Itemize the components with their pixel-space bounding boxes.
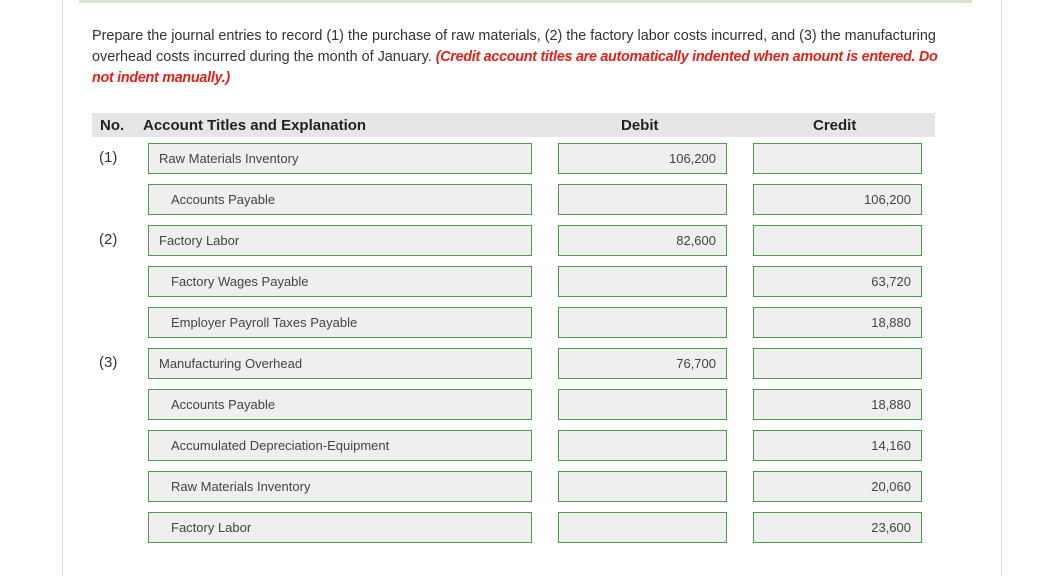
header-credit: Credit <box>813 117 857 134</box>
account-field[interactable]: Accounts Payable <box>148 184 532 215</box>
debit-field[interactable] <box>558 266 727 297</box>
entry-number: (3) <box>99 354 118 371</box>
debit-field[interactable]: 106,200 <box>558 143 727 174</box>
credit-field[interactable] <box>753 348 922 379</box>
header-debit: Debit <box>621 117 659 134</box>
account-field[interactable]: Factory Labor <box>148 225 532 256</box>
debit-field[interactable]: 76,700 <box>558 348 727 379</box>
debit-field[interactable] <box>558 512 727 543</box>
credit-field[interactable]: 18,880 <box>753 389 922 420</box>
account-field[interactable]: Raw Materials Inventory <box>148 143 532 174</box>
account-field[interactable]: Accumulated Depreciation-Equipment <box>148 430 532 461</box>
account-field[interactable]: Factory Labor <box>148 512 532 543</box>
debit-field[interactable] <box>558 184 727 215</box>
account-field[interactable]: Raw Materials Inventory <box>148 471 532 502</box>
entry-number: (1) <box>99 149 118 166</box>
account-field[interactable]: Manufacturing Overhead <box>148 348 532 379</box>
credit-field[interactable]: 20,060 <box>753 471 922 502</box>
debit-field[interactable] <box>558 389 727 420</box>
entry-number: (2) <box>99 231 118 248</box>
credit-field[interactable]: 23,600 <box>753 512 922 543</box>
account-field[interactable]: Factory Wages Payable <box>148 266 532 297</box>
credit-field[interactable]: 106,200 <box>753 184 922 215</box>
instructions <box>92 26 952 89</box>
credit-field[interactable]: 63,720 <box>753 266 922 297</box>
instructions-note: (Credit account titles are automatically indented when amount is entered. Do not indent manually.) <box>92 49 938 86</box>
header-no: No. <box>100 117 125 134</box>
debit-field[interactable]: 82,600 <box>558 225 727 256</box>
account-field[interactable]: Employer Payroll Taxes Payable <box>148 307 532 338</box>
credit-field[interactable]: 18,880 <box>753 307 922 338</box>
header-account: Account Titles and Explanation <box>143 117 367 134</box>
top-divider <box>79 0 972 3</box>
instructions-text: Prepare the journal entries to record (1) the purchase of raw materials, (2) the factory labor costs incurred, and (3) the manufacturing overhead costs incurred during the month of January. <box>92 28 936 65</box>
debit-field[interactable] <box>558 471 727 502</box>
credit-field[interactable] <box>753 143 922 174</box>
debit-field[interactable] <box>558 430 727 461</box>
credit-field[interactable] <box>753 225 922 256</box>
debit-field[interactable] <box>558 307 727 338</box>
credit-field[interactable]: 14,160 <box>753 430 922 461</box>
account-field[interactable]: Accounts Payable <box>148 389 532 420</box>
journal-header <box>92 113 935 137</box>
